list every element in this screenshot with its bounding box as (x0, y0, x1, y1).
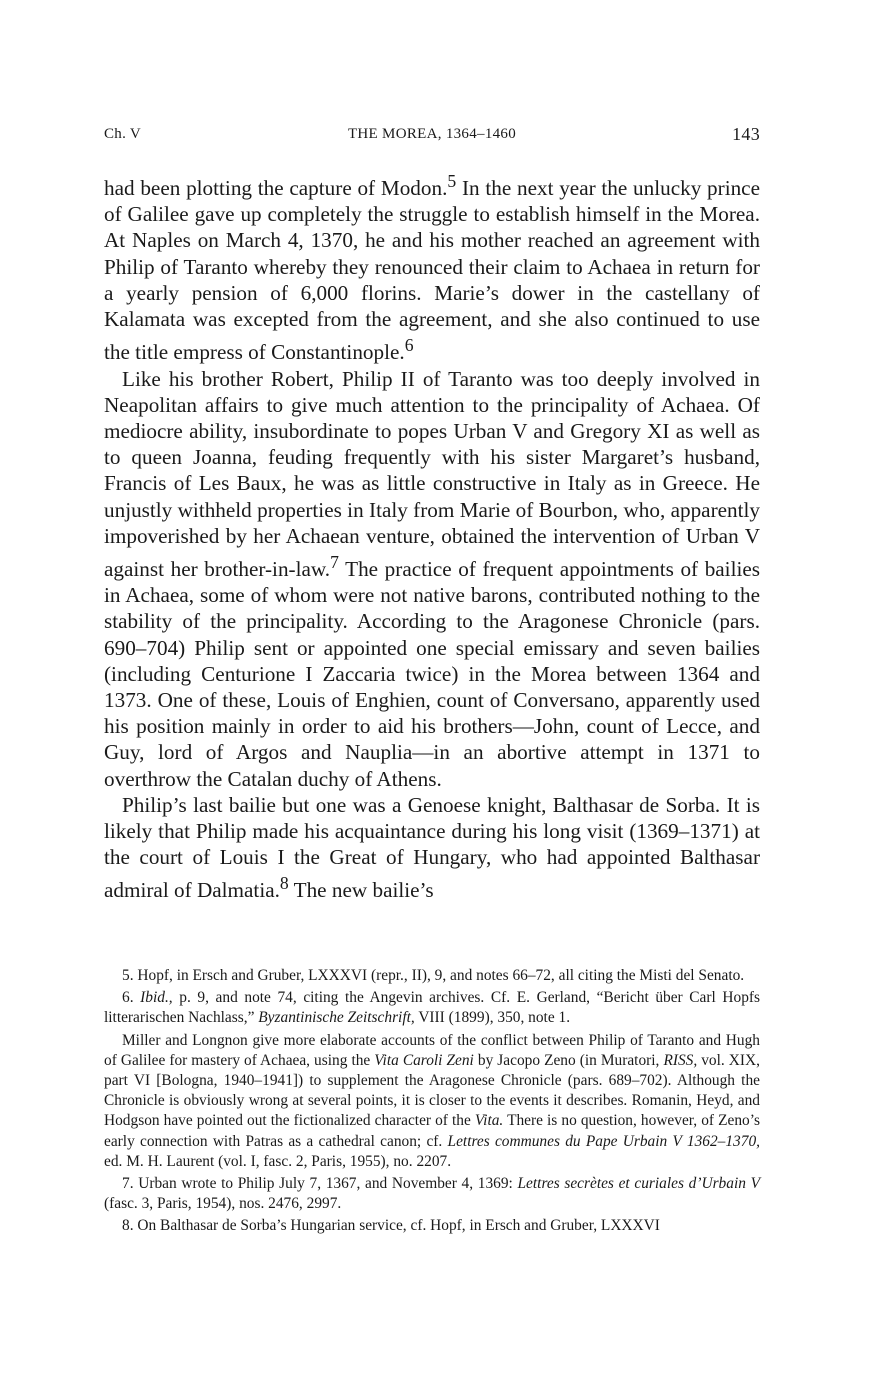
footnote-6b-text-e: ed. M. H. Laurent (vol. I, fasc. 2, Paris, 1955), no. 2207. (104, 1152, 452, 1170)
paragraph-3 (104, 792, 760, 904)
footnote-6-num: 6. (122, 989, 141, 1007)
footnote-ref-6: 6 (404, 335, 414, 356)
paragraph-1-text-a: had been plotting the capture of Modon. (104, 176, 448, 201)
footnote-7-text-a: 7. Urban wrote to Philip July 7, 1367, and November 4, 1369: (122, 1175, 518, 1193)
paragraph-1 (104, 168, 760, 366)
footnote-6b-lettres: Lettres communes du Pape Urbain V 1362–1370, (447, 1132, 760, 1150)
footnote-6-continued (104, 1031, 760, 1172)
footnote-6-text: p. 9, and note 74, citing the Angevin archives. Cf. E. Gerland, “Bericht über Carl Hopfs litterarischen Nachlass,” (104, 989, 761, 1027)
footnote-5: 5. Hopf, in Ersch and Gruber, LXXXVI (repr., II), 9, and notes 66–72, all citing the Misti del Senato. (122, 967, 745, 984)
paragraph-3-text-b: The new bailie’s (288, 878, 434, 903)
running-title: THE MOREA, 1364–1460 (347, 126, 517, 142)
footnote-ref-7: 7 (330, 551, 339, 572)
footnote-6b-text-c: vol. XIX, part VI [Bologna, 1940–1941]) to supplement the Aragonese Chronicle (pars. 689–702). Although the Chronicle is obviously wrong at several points, it is closer to the events it describes. Romanin, Heyd, and Hodgson have pointed out the fictionalized character of the (104, 1051, 760, 1130)
footnote-7 (104, 1174, 760, 1214)
footnote-6b-title-vita: Vita Caroli Zeni (374, 1051, 474, 1069)
footnote-8: 8. On Balthasar de Sorba’s Hungarian service, cf. Hopf, in Ersch and Gruber, LXXXVI (122, 1217, 660, 1235)
footnote-ref-8: 8 (279, 873, 289, 894)
chapter-label: Ch. V (104, 126, 142, 142)
footnotes (104, 966, 760, 1237)
footnote-6-end: VIII (1899), 350, note 1. (414, 1009, 571, 1027)
footnote-ref-5: 5 (447, 171, 457, 191)
footnote-6b-text-d: There is no question, however, of Zeno’s early connection with Patras as a cathedral canon; cf. (104, 1112, 761, 1150)
main-text (104, 168, 760, 904)
footnote-6b-text-a: Miller and Longnon give more elaborate accounts of the conflict between Philip of Taranto and Hugh of Galilee for mastery of Achaea, using the (104, 1031, 760, 1069)
footnote-6-ibid: Ibid., (140, 989, 173, 1007)
footnote-6 (104, 988, 760, 1028)
footnote-7-text-b: (fasc. 3, Paris, 1954), nos. 2476, 2997. (104, 1195, 342, 1213)
footnote-6b-text-b: by Jacopo Zeno (in Muratori, (473, 1051, 664, 1069)
page-number: 143 (732, 124, 760, 144)
paragraph-2 (104, 366, 760, 792)
footnote-6-journal: Byzantinische Zeitschrift, (258, 1009, 415, 1027)
paragraph-2-text-b: The practice of frequent appointments of bailies in Achaea, some of whom were not native barons, contributed nothing to the stability of the principality. According to the Aragonese Chronicle (pars. 690–704) Philip sent or appointed one special emissary and seven bailies (including Centurione I Zaccaria twice) in the Morea between 1364 and 1373. One of these, Louis of Enghien, count of Conversano, apparently used his position mainly in order to aid his brothers—John, count of Lecce, and Guy, lord of Argos and Nauplia—in an abortive attempt in 1371 to overthrow the Catalan duchy of Athens. (104, 557, 760, 791)
footnote-7-title: Lettres secrètes et curiales d’Urbain V (517, 1175, 760, 1193)
paragraph-3-text-a: Philip’s last bailie but one was a Genoese knight, Balthasar de Sorba. It is likely that Philip made his acquaintance during his long visit (1369–1371) at the court of Louis I the Great of Hungary, who had appointed Balthasar admiral of Dalmatia. (104, 792, 760, 903)
footnote-6b-riss: RISS, (663, 1051, 698, 1069)
paragraph-2-text-a: Like his brother Robert, Philip II of Taranto was too deeply involved in Neapolitan affairs to give much attention to the principality of Achaea. Of mediocre ability, insubordinate to popes Urban V and Gregory XI as well as to queen Joanna, feuding frequently with his sister Margaret’s husband, Francis of Les Baux, he was as little constructive in Italy as in Greece. He unjustly withheld properties in Italy from Marie of Bourbon, who, apparently impoverished by her Achaean venture, obtained the intervention of Urban V against her brother-in-law. (104, 366, 760, 582)
running-header (104, 124, 760, 146)
paragraph-1-text-b: In the next year the unlucky prince of Galilee gave up completely the struggle to establish himself in the Morea. At Naples on March 4, 1370, he and his mother reached an agreement with Philip of Taranto whereby they renounced their claim to Achaea in return for a yearly pension of 6,000 florins. Marie’s dower in the castellany of Kalamata was excepted from the agreement, and she also continued to use the title empress of Constantinople. (104, 176, 760, 365)
footnote-6b-vita: Vita. (474, 1112, 504, 1130)
